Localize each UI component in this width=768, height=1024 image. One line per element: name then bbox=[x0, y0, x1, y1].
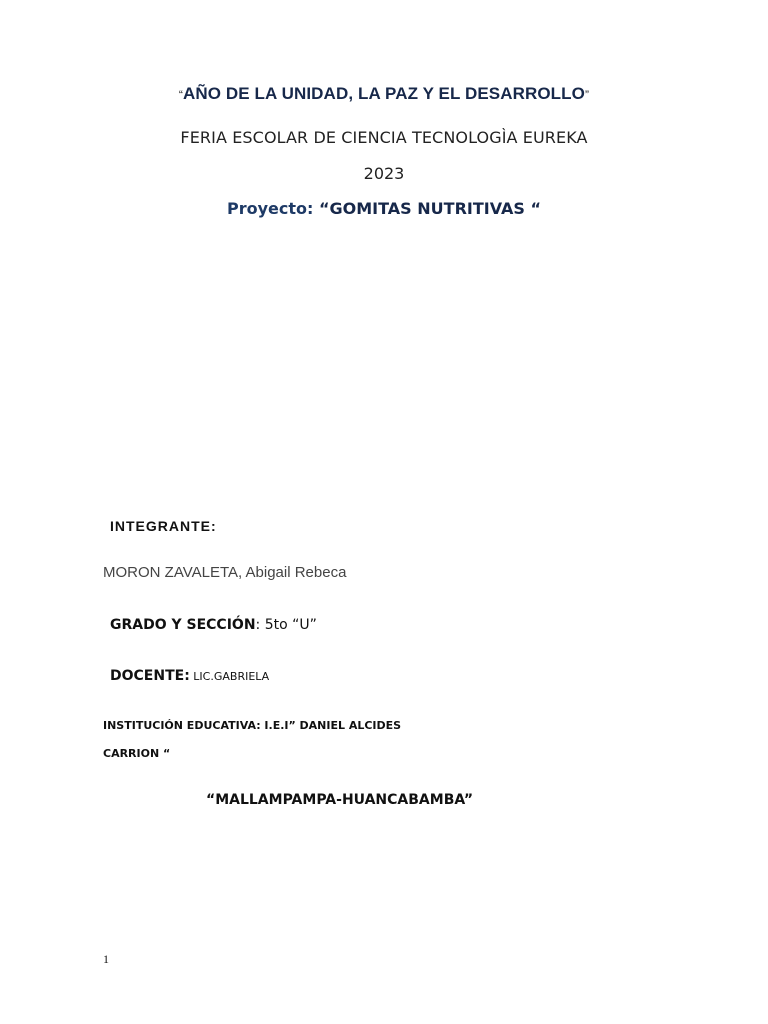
motto-text: AÑO DE LA UNIDAD, LA PAZ Y EL DESARROLLO bbox=[183, 84, 585, 103]
teacher-line bbox=[110, 668, 269, 684]
year: 2023 bbox=[363, 164, 405, 183]
place: “MALLAMPAMPA-HUANCABAMBA” bbox=[206, 792, 474, 808]
motto-open-quote: “ bbox=[178, 88, 184, 102]
member-name: MORON ZAVALETA, Abigail Rebeca bbox=[103, 564, 347, 581]
grade-section-line bbox=[110, 617, 317, 633]
fair-title: FERIA ESCOLAR DE CIENCIA TECNOLOGÌA EUREKA bbox=[180, 128, 588, 147]
teacher-label: DOCENTE: bbox=[110, 668, 190, 684]
grade-label: GRADO Y SECCIÓN bbox=[110, 617, 256, 633]
page-number: 1 bbox=[103, 952, 109, 966]
motto-line bbox=[0, 84, 768, 104]
school-line-1: INSTITUCIÓN EDUCATIVA: I.E.I” DANIEL ALCIDES bbox=[103, 719, 402, 732]
project-label: Proyecto: bbox=[227, 199, 314, 218]
motto-close-quote: ” bbox=[584, 88, 590, 102]
project-name: “GOMITAS NUTRITIVAS “ bbox=[319, 199, 541, 218]
members-heading: INTEGRANTE: bbox=[110, 518, 217, 534]
teacher-value: LIC.GABRIELA bbox=[189, 670, 270, 683]
grade-value: : 5to “U” bbox=[255, 617, 317, 633]
school-line-2: CARRION “ bbox=[103, 747, 171, 760]
project-line bbox=[0, 199, 768, 218]
